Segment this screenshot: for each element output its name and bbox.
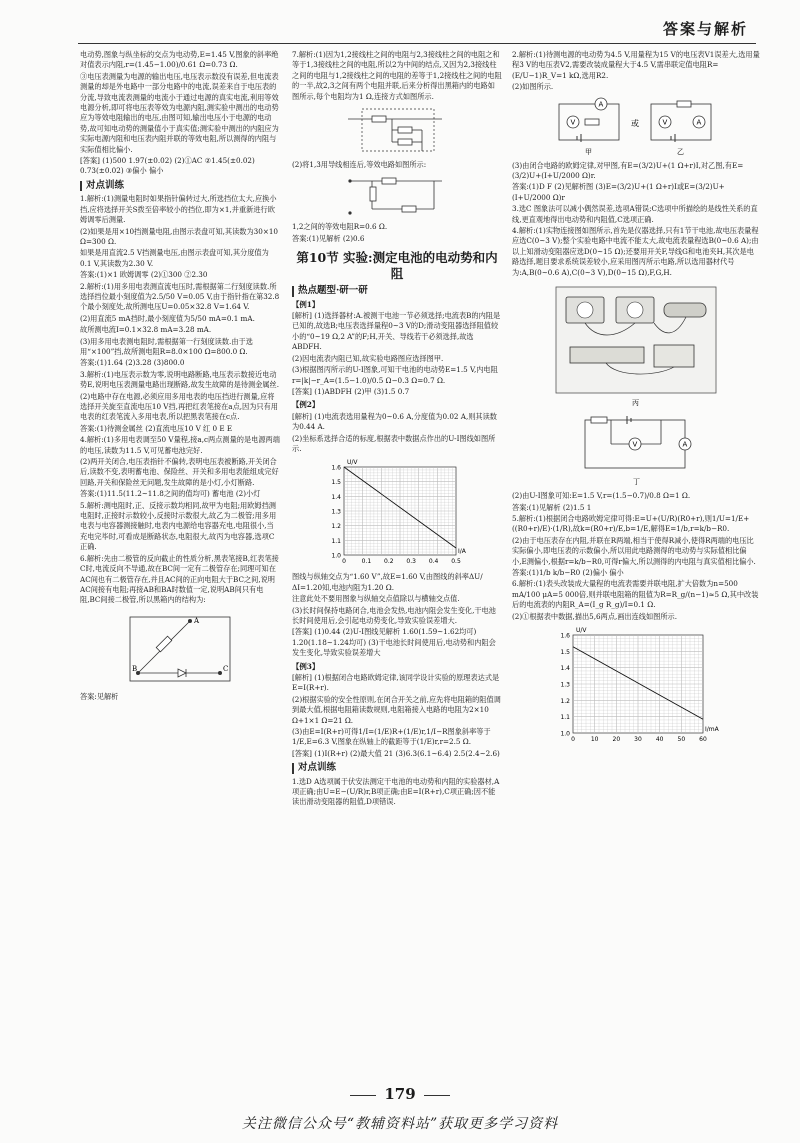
- x-tick-label: 0.1: [361, 558, 372, 566]
- label-yi: 乙: [677, 147, 684, 156]
- x-tick-label: 30: [634, 735, 642, 743]
- paragraph: (2)两开关闭合,电压表指针不偏转,表明电压表被断路,开关闭合后,读数不变,表明蓄电池、保险丝、开关和多用电表能组成完好回路,开关和保险丝无问题,发生故障的是小灯,小灯断路.: [80, 457, 279, 487]
- y-tick-label: 1.2: [331, 523, 341, 531]
- x-tick-label: 60: [699, 735, 707, 743]
- x-tick-label: 0.3: [406, 558, 416, 566]
- paragraph: [解析] (1)根据闭合电路欧姆定律,该同学设计实验的原理表达式是E=I(R+r).: [292, 673, 500, 693]
- svg-text:A: A: [682, 440, 688, 449]
- page-number-text: 179: [384, 1085, 416, 1103]
- paragraph: (2)由于电压表存在内阻,并联在R两端,相当于使得R减小,使得R两端的电压比实际偏小,即电压表的示数偏小,所以用此电路测得的电动势与实际值相比偏小,E测偏小,根据r=k/b−R0,可得r偏大,所以测得的内电阻与真实值相比偏小.: [512, 535, 756, 566]
- y-tick-label: 1.3: [331, 508, 341, 516]
- y-tick-label: 1.3: [560, 681, 570, 689]
- x-tick-label: 0: [342, 558, 346, 566]
- x-tick-label: 0.2: [384, 558, 394, 566]
- paragraph: 4.解析:(1)多用电表调至50 V量程,接a,c两点测量的是电源两端的电压,读数为11.5 V,可见蓄电池完好.: [80, 435, 280, 455]
- answer-line: 答案:(1)×1 欧姆调零 (2)①300 ②2.30: [80, 270, 208, 280]
- paragraph: 故所测电流I=0.1×32.8 mA=3.28 mA.: [80, 325, 212, 335]
- paragraph: (2)因电流表内阻已知,故实验电路图应选择图甲.: [292, 353, 444, 363]
- label-or: 或: [631, 118, 639, 128]
- equivalent-circuit-diagram: [342, 173, 452, 219]
- paragraph: 3.选C 图象法可以减小偶然误差,选项A错误;C选项中所描绘的是线性关系的直线,更直观地得出电动势和内阻值,C选项正确.: [512, 204, 758, 224]
- black-box-diagram: [120, 609, 240, 689]
- paragraph: (3)由闭合电路的欧姆定律,对甲图,有E=(3/2)U+(1 Ω+r)I,对乙图,有E=(3/2)U+(I+U/2000 Ω)r.: [512, 160, 744, 181]
- x-tick-label: 50: [677, 735, 686, 743]
- x-axis-label: I/mA: [705, 725, 719, 733]
- paragraph: (2)如果是用×10挡测量电阻,由图示表盘可知,其读数为30×10 Ω=300 Ω.: [80, 226, 278, 246]
- paragraph: 1,2之间的等效电阻R=0.6 Ω.: [292, 222, 388, 232]
- answer-line: 答案:(1)11.5(11.2~11.8之间的值均可) 蓄电池 (2)小灯: [80, 489, 261, 499]
- answer-line: [答案] (1)0.44 (2)U-I图线见解析 1.60(1.59~1.62均可) 1.20(1.18~1.24均可) (3)干电池长时间使用后,电动势和内阻会发生变化,导致实验误差增大: [292, 627, 496, 658]
- paragraph: 注意此处不要用图象与纵轴交点值除以与横轴交点值.: [292, 594, 460, 604]
- resistor-network-diagram: [342, 105, 452, 157]
- svg-text:V: V: [662, 118, 668, 127]
- paragraph: (2)如图所示.: [512, 82, 554, 92]
- paragraph: 如果是用直流2.5 V挡测量电压,由图示表盘可知,其分度值为0.1 V,其读数为2.30 V.: [80, 248, 269, 268]
- column-1: [80, 50, 280, 1080]
- page-number: [0, 1085, 800, 1103]
- paragraph: (3)根据图丙所示的U-I图象,可知干电池的电动势E=1.5 V,内电阻r=|k|−r_A=(1.5−1.0)/0.5 Ω−0.3 Ω=0.7 Ω.: [292, 365, 498, 385]
- answer-line: 答案:(1)1.64 (2)3.28 (3)800.0: [80, 358, 185, 368]
- svg-text:V: V: [570, 118, 576, 127]
- y-tick-label: 1.1: [560, 714, 570, 722]
- paragraph: (3)用多用电表测电阻时,需根据第一行刻度读数.由于选用“×100”挡,故所测电阻R=8.0×100 Ω=800.0 Ω.: [80, 336, 253, 356]
- paragraph: ③电压表测量为电源的输出电压,电压表示数没有误差,但电流表测量的却是外电路中一部分电路中的电流,误差来自于电压表的分流,导致电流表测量的电流小于通过电源的真实电流,利用等效电源分析,即可将电压表等效为电源内阻,测实验中测出的电动势应为等效电阻输出的电压,由图可知,输出电压小于电源的电动势,故可知电动势的测量值小于真实值;测实验中测出的内阻应为实际电源内阻和电压表内阻并联的等效电阻,所以测得的内阻与实际值相比偏小.: [80, 71, 279, 154]
- paragraph: (3)由E=I(R+r)可得1/I=(1/E)R+(1/E)r,1/I−R图象斜率等于1/E,E=6.3 V,图象在纵轴上的截距等于(1/E)r,r=2.5 Ω.: [292, 727, 491, 747]
- paragraph: 3.解析:(1)电压表示数为零,说明电路断路,电压表示数接近电动势E,说明电压表测量电路出现断路,故发生故障的是待测金属丝.: [80, 369, 279, 390]
- y-tick-label: 1.6: [560, 632, 570, 640]
- x-axis-label: I/A: [458, 548, 466, 556]
- section-title: 第10节 实验:测定电池的电动势和内阻: [296, 250, 498, 282]
- y-tick-label: 1.6: [331, 464, 341, 472]
- paragraph: [解析] (1)电流表选用量程为0~0.6 A,分度值为0.02 A,则其读数为0.44 A.: [292, 411, 498, 432]
- answer-line: 答案:(1)待测金属丝 (2)直流电压10 V 红 0 E E: [80, 423, 233, 433]
- svg-text:C: C: [223, 664, 229, 673]
- svg-text:V: V: [632, 440, 638, 449]
- circuit-diagrams-jia-yi: [551, 96, 721, 158]
- paragraph: 6.解析:先由二极管的反向截止的性质分析,黑表笔接B,红表笔接C时,电流反向不导通,故在BC间一定有二极管存在;同理可知在AC间也有二极管存在,并且AC间的正向电阻大于BC之间,说明AC间接有电阻;再接AB和BA时数值一定,说明AB间只有电阻,BC间接二极管,所以黑箱内的结构为:: [80, 553, 279, 605]
- paragraph: (3)长时间保持电路闭合,电池会发热,电池内阻会发生变化,干电池长时间使用后,会引起电动势变化,导致实验误差增大.: [292, 605, 496, 625]
- u-i-graph-left: [322, 457, 472, 569]
- answer-line: [答案] (1)500 1.97(±0.02) (2)①AC ②1.45(±0.02) 0.73(±0.02) ③偏小 偏小: [80, 156, 255, 176]
- paragraph: 5.解析:测电阻时,正、反接示数均相同,故甲为电阻;用欧姆挡测电阻时,正接时示数较小,反接时示数很大,故乙为二极管;用多用电表与电容器测接触时,电表内电源给电容器充电,电阻很小,当充电完毕时,可看成是断路状态,电阻很大,故丙为电容器,选项C正确.: [80, 500, 277, 552]
- example-label: 【例3】: [292, 661, 320, 671]
- paragraph: (2)坐标系选择合适的标度,根据表中数据点作出的U-I图线如图所示.: [292, 433, 496, 453]
- x-tick-label: 0.5: [451, 558, 461, 566]
- y-tick-label: 1.0: [560, 730, 570, 738]
- y-tick-label: 1.2: [560, 697, 570, 705]
- paragraph: (2)将1,3用导线相连后,等效电路如图所示:: [292, 160, 427, 170]
- example-label: 【例2】: [292, 400, 320, 410]
- svg-text:B: B: [132, 664, 138, 673]
- svg-text:A: A: [598, 100, 604, 109]
- apparatus-photo-diagram: [536, 281, 736, 409]
- y-tick-label: 1.5: [560, 648, 570, 656]
- label-bing: 丙: [632, 399, 639, 408]
- answer-line: 答案:见解析: [80, 691, 119, 701]
- header-rule: [78, 43, 756, 44]
- x-tick-label: 10: [590, 735, 599, 743]
- paragraph: 5.解析:(1)根据闭合电路欧姆定律可得:E=U+(U/R)(R0+r),则1/U=1/E+((R0+r)/E)·(1/R),故k=(R0+r)/E,b=1/E,解得E=1/b,r=k/b−R0.: [512, 513, 750, 534]
- paragraph: (2)由U-I图象可知:E=1.5 V,r=(1.5−0.7)/0.8 Ω=1 Ω.: [512, 491, 691, 501]
- y-tick-label: 1.4: [331, 494, 341, 502]
- y-tick-label: 1.1: [331, 538, 341, 546]
- x-tick-label: 40: [655, 735, 664, 743]
- y-tick-label: 1.5: [331, 479, 341, 487]
- paragraph: (2)用直流5 mA挡时,最小刻度值为5/50 mA=0.1 mA.: [80, 313, 255, 323]
- x-tick-label: 0.4: [428, 558, 439, 566]
- column-3: [512, 50, 760, 1080]
- paragraph: (2)①根据表中数据,描出5,6两点,画出连线如图所示.: [512, 611, 678, 621]
- answer-line: 答案:(1)D F (2)见解析图 (3)E=(3/2)U+(1 Ω+r)I或E=(3/2)U+(I+U/2000 Ω)r: [512, 182, 725, 202]
- section-heading: 对点训练: [80, 181, 280, 191]
- u-i-graph-right: [551, 625, 721, 749]
- paragraph: 7.解析:(1)因为1,2接线柱之间的电阻与2,3接线柱之间的电阻之和等于1,3接线柱之间的电阻,所以2为中间的结点,又因为2,3接线柱之间的电阻与1,2接线柱之间的电阻的差等于1,2接线柱之间的电阻的一半,故2,3之间有两个电阻并联,后来分析得出黑箱内的电路如图所示,每个电阻均为1 Ω,连接方式如图所示.: [292, 50, 502, 101]
- paragraph: 4.解析:(1)实物连接图如图所示,首先是仪器选择,只有1节干电池,故电压表量程应选C(0~3 V);整个实验电路中电流不能太大,故电流表量程选B(0~0.6 A);由以上知滑动变阻器应选D(0~15 Ω);还要用开关F,导线G和电池夹H,其次是电路选择,题目要求系统误差较小,应采用图丙所示电路,所以选用器材代号为:A,B(0~0.6 A),C(0~3 V),D(0~15 Ω),F,G,H.: [512, 226, 759, 277]
- x-tick-label: 20: [612, 735, 621, 743]
- y-tick-label: 1.4: [560, 665, 570, 673]
- y-axis-label: U/V: [347, 459, 358, 467]
- paragraph: 2.解析:(1)用多用电表测直流电压时,需根据第二行刻度读数.所选择挡位最小刻度值为2.5/50 V=0.05 V,由于指针指在第32.8个最小刻度处,故所测电压U=0.05×32.8 V=1.64 V.: [80, 281, 280, 312]
- paragraph: [解析] (1)选择器材:A.被测干电池一节必须选择;电流表B的内阻是已知的,故选B;电压表选择量程0~3 V的D;滑动变阻器选择阻值较小的“0~19 Ω,2 A”的F;H,开关、导线若干必须选择,故选ABDFH.: [292, 311, 501, 352]
- answer-line: 答案:(1)1/b k/b−R0 (2)偏小 偏小: [512, 567, 624, 577]
- paragraph: 6.解析:(1)表头改装成大量程的电流表需要并联电阻,扩大倍数为n=500 mA/100 μA=5 000倍,则并联电阻箱的阻值为R=R_g/(n−1)≈5 Ω,其中改装后的电流表的内阻R_A=(I_g R_g)/I=0.1 Ω.: [512, 579, 759, 610]
- paragraph: 1.选D A选项属于伏安法测定干电池的电动势和内阻的实验器材,A项正确;由U=E−(U/R)r,B项正确;由E=I(R+r),C项正确;因不能读出滑动变阻器的阻值,D项错误.: [292, 776, 500, 807]
- paragraph: 电动势,图象与纵坐标的交点为电动势,E=1.45 V,图象的斜率绝对值表示内阻,r=(1.45−1.00)/0.61 Ω=0.73 Ω.: [80, 50, 279, 70]
- y-tick-label: 1.0: [331, 552, 341, 560]
- paragraph: 2.解析:(1)待测电源的电动势为4.5 V,用量程为15 V的电压表V1误差大,选用量程3 V的电压表V2,需要改装成量程大于4.5 V,需串联定值电阻R=(E/U−1)R_V=1 kΩ,选用R2.: [512, 50, 760, 80]
- example-label: 【例1】: [292, 299, 320, 309]
- section-heading: 对点训练: [292, 763, 502, 773]
- svg-text:A: A: [696, 118, 702, 127]
- circuit-diagram-ding: [571, 412, 701, 488]
- footer-note: 关注微信公众号“教辅资料站”获取更多学习资料: [241, 1116, 559, 1132]
- answer-line: [答案] (1)ABDFH (2)甲 (3)1.5 0.7: [292, 386, 410, 396]
- answer-line: 答案:(1)见解析 (2)0.6: [292, 233, 365, 243]
- paragraph: (2)电路中存在电源,必须应用多用电表的电压挡进行测量,应将选择开关旋至直流电压10 V挡,再把红表笔接在a点,因为只有用电表的红表笔流入多用电表,所以把黑表笔接在c点.: [80, 391, 278, 422]
- y-axis-label: U/V: [576, 626, 587, 634]
- x-tick-label: 0: [571, 735, 575, 743]
- section-heading: 热点题型·研一研: [292, 286, 502, 296]
- paragraph: 图线与纵轴交点为“1.60 V”,故E=1.60 V,由图线的斜率ΔU/ΔI=1.20知,电池内阻为1.20 Ω.: [292, 572, 483, 592]
- svg-text:A: A: [194, 616, 200, 625]
- column-2: [292, 50, 502, 1080]
- paragraph: (2)根据实验的安全性原则,在闭合开关之前,应先将电阻箱的阻值调到最大值,根据电阻箱读数规则,电阻箱接入电路的电阻为2×10 Ω+1×1 Ω=21 Ω.: [292, 694, 501, 725]
- header-title: 答案与解析: [662, 20, 748, 38]
- label-jia: 甲: [585, 147, 592, 156]
- paragraph: 1.解析:(1)测量电阻时如果指针偏转过大,所选挡位太大,应换小挡,应将选择开关S拨至倍率较小的挡位,即为×1,并重新进行欧姆调零后测量.: [80, 194, 277, 225]
- label-ding: 丁: [633, 478, 640, 487]
- answer-line: 答案:(1)见解析 (2)1.5 1: [512, 502, 592, 512]
- answer-line: [答案] (1)I(R+r) (2)最大值 21 (3)6.3(6.1~6.4) 2.5(2.4~2.6): [292, 748, 500, 758]
